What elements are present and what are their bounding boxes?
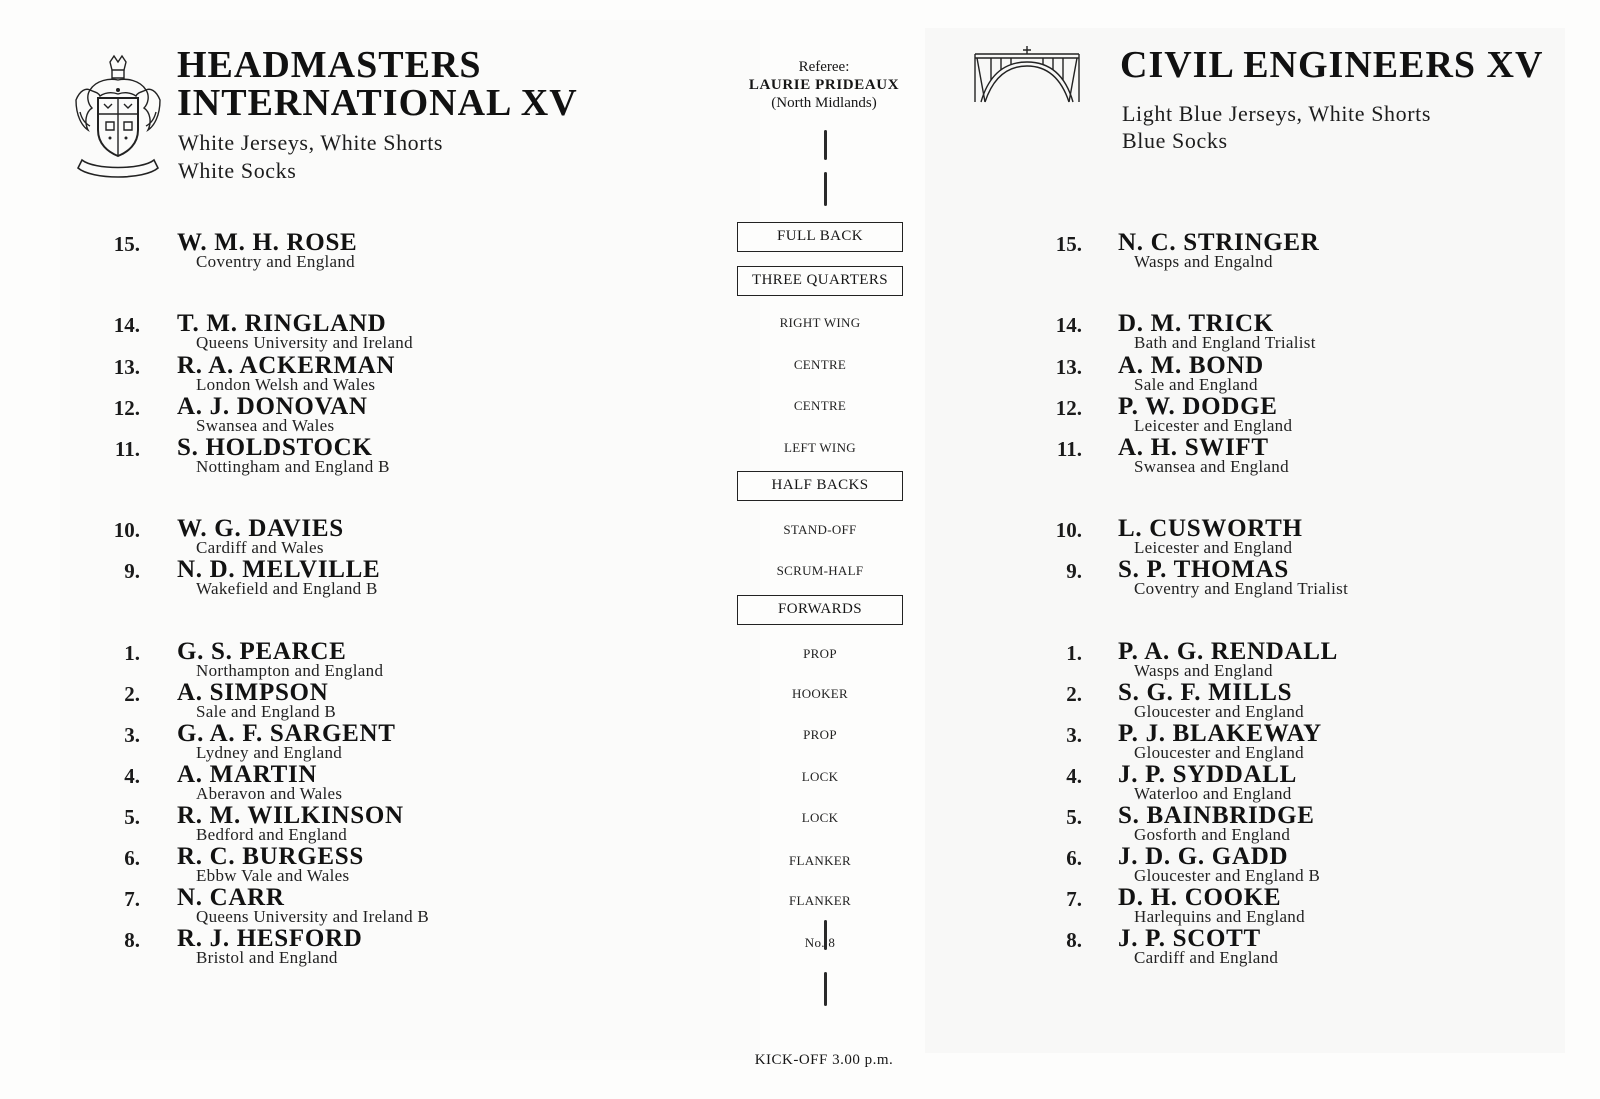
player-club: Gloucester and England <box>1134 743 1304 762</box>
player-number: 11. <box>114 437 140 461</box>
player-number: 9. <box>1066 559 1082 583</box>
player-club: Cardiff and Wales <box>196 538 324 557</box>
player-club: Aberavon and Wales <box>196 784 343 803</box>
player-club: Sale and England B <box>196 702 336 721</box>
player-name: N. D. MELVILLE <box>177 556 381 583</box>
player-club: Queens University and Ireland B <box>196 907 430 926</box>
player-number: 12. <box>113 396 140 420</box>
school-crest-logo <box>70 52 166 182</box>
player-number: 8. <box>1066 928 1082 952</box>
player-name: D. H. COOKE <box>1118 884 1282 911</box>
player-club: Leicester and England <box>1134 416 1293 435</box>
player-number: 9. <box>124 559 140 583</box>
player-club: Harlequins and England <box>1134 907 1305 926</box>
player-number: 6. <box>124 846 140 870</box>
player-name: G. S. PEARCE <box>177 638 347 665</box>
player-club: Swansea and Wales <box>196 416 335 435</box>
player-number: 7. <box>1066 887 1082 911</box>
player-number: 4. <box>124 764 140 788</box>
player-number: 7. <box>124 887 140 911</box>
position-hooker: HOOKER <box>792 686 848 701</box>
player-name: D. M. TRICK <box>1118 310 1274 337</box>
player-number: 11. <box>1056 437 1082 461</box>
player-number: 2. <box>124 682 140 706</box>
player-number: 14. <box>113 313 140 337</box>
position-header-three-quarters: THREE QUARTERS <box>737 266 903 296</box>
player-number: 2. <box>1066 682 1082 706</box>
player-number: 3. <box>1066 723 1082 747</box>
player-club: Queens University and Ireland <box>196 333 413 352</box>
staple-bottom-2 <box>824 972 827 1006</box>
left-team-kit-line2: White Socks <box>178 158 297 183</box>
position-flanker: FLANKER <box>788 853 852 868</box>
player-number: 10. <box>1055 518 1082 542</box>
player-club: Bristol and England <box>196 948 338 967</box>
player-club: Northampton and England <box>196 661 384 680</box>
kickoff-time: KICK-OFF 3.00 p.m. <box>754 1052 894 1068</box>
player-number: 15. <box>1055 232 1082 256</box>
player-name: R. A. ACKERMAN <box>177 352 396 379</box>
player-club: London Welsh and Wales <box>196 375 376 394</box>
player-name: P. W. DODGE <box>1118 393 1278 420</box>
player-club: Swansea and England <box>1134 457 1289 476</box>
player-number: 3. <box>124 723 140 747</box>
player-number: 12. <box>1055 396 1082 420</box>
player-club: Bedford and England <box>196 825 348 844</box>
player-number: 5. <box>1066 805 1082 829</box>
player-number: 1. <box>124 641 140 665</box>
position-left-wing: LEFT WING <box>784 440 856 455</box>
left-team-kit-line1: White Jerseys, White Shorts <box>178 130 444 155</box>
position-header-forwards: FORWARDS <box>737 595 903 625</box>
position-number-eight: No. 8 <box>804 935 836 950</box>
player-club: Wakefield and England B <box>196 579 378 598</box>
player-name: A. M. BOND <box>1118 352 1264 379</box>
player-name: J. P. SCOTT <box>1118 925 1261 952</box>
player-name: W. M. H. ROSE <box>177 229 358 256</box>
player-club: Gloucester and England B <box>1134 866 1321 885</box>
referee-name: LAURIE PRIDEAUX <box>748 77 900 93</box>
player-club: Wasps and England <box>1134 661 1273 680</box>
player-club: Wasps and Engalnd <box>1134 252 1273 271</box>
player-name: S. G. F. MILLS <box>1118 679 1293 706</box>
position-scrum-half: SCRUM-HALF <box>776 563 864 578</box>
player-name: S. HOLDSTOCK <box>177 434 373 461</box>
left-team-title-line1: HEADMASTERS <box>177 44 482 86</box>
player-club: Gloucester and England <box>1134 702 1304 721</box>
position-prop: PROP <box>803 646 837 661</box>
referee-region: (North Midlands) <box>771 95 877 111</box>
player-number: 13. <box>113 355 140 379</box>
iron-bridge-logo <box>973 46 1081 106</box>
right-team-kit-line1: Light Blue Jerseys, White Shorts <box>1122 101 1432 126</box>
player-club: Leicester and England <box>1134 538 1293 557</box>
player-name: S. P. THOMAS <box>1118 556 1289 583</box>
player-name: P. J. BLAKEWAY <box>1118 720 1322 747</box>
player-name: R. C. BURGESS <box>177 843 364 870</box>
player-name: N. CARR <box>177 884 285 911</box>
position-centre: CENTRE <box>793 398 847 413</box>
player-club: Ebbw Vale and Wales <box>196 866 350 885</box>
player-name: A. MARTIN <box>177 761 318 788</box>
player-number: 8. <box>124 928 140 952</box>
position-lock: LOCK <box>801 769 839 784</box>
player-name: J. D. G. GADD <box>1118 843 1289 870</box>
position-header-half-backs: HALF BACKS <box>737 471 903 501</box>
player-number: 5. <box>124 805 140 829</box>
staple-top <box>824 130 827 160</box>
player-name: R. M. WILKINSON <box>177 802 404 829</box>
referee-label: Referee: <box>798 59 850 75</box>
position-flanker: FLANKER <box>788 893 852 908</box>
player-club: Bath and England Trialist <box>1134 333 1316 352</box>
player-club: Waterloo and England <box>1134 784 1292 803</box>
position-lock: LOCK <box>801 810 839 825</box>
position-centre: CENTRE <box>793 357 847 372</box>
right-team-title: CIVIL ENGINEERS XV <box>1120 44 1544 86</box>
player-number: 13. <box>1055 355 1082 379</box>
player-name: A. H. SWIFT <box>1118 434 1269 461</box>
player-name: J. P. SYDDALL <box>1118 761 1298 788</box>
player-name: P. A. G. RENDALL <box>1118 638 1339 665</box>
player-name: N. C. STRINGER <box>1118 229 1320 256</box>
position-header-full-back: FULL BACK <box>737 222 903 252</box>
position-prop: PROP <box>803 727 837 742</box>
player-number: 1. <box>1066 641 1082 665</box>
player-name: T. M. RINGLAND <box>177 310 387 337</box>
player-name: S. BAINBRIDGE <box>1118 802 1315 829</box>
player-name: A. SIMPSON <box>177 679 329 706</box>
player-club: Nottingham and England B <box>196 457 390 476</box>
player-name: W. G. DAVIES <box>177 515 344 542</box>
player-number: 14. <box>1055 313 1082 337</box>
position-stand-off: STAND-OFF <box>783 522 857 537</box>
right-team-kit-line2: Blue Socks <box>1122 128 1228 153</box>
player-club: Cardiff and England <box>1134 948 1279 967</box>
position-right-wing: RIGHT WING <box>779 315 861 330</box>
player-name: G. A. F. SARGENT <box>177 720 396 747</box>
player-club: Coventry and England Trialist <box>1134 579 1349 598</box>
player-number: 6. <box>1066 846 1082 870</box>
player-club: Gosforth and England <box>1134 825 1291 844</box>
player-name: L. CUSWORTH <box>1118 515 1303 542</box>
player-number: 15. <box>113 232 140 256</box>
player-name: R. J. HESFORD <box>177 925 363 952</box>
player-number: 4. <box>1066 764 1082 788</box>
player-name: A. J. DONOVAN <box>177 393 368 420</box>
player-club: Sale and England <box>1134 375 1258 394</box>
player-club: Coventry and England <box>196 252 355 271</box>
staple-top-2 <box>824 172 827 206</box>
player-club: Lydney and England <box>196 743 343 762</box>
player-number: 10. <box>113 518 140 542</box>
left-team-title-line2: INTERNATIONAL XV <box>177 82 578 124</box>
